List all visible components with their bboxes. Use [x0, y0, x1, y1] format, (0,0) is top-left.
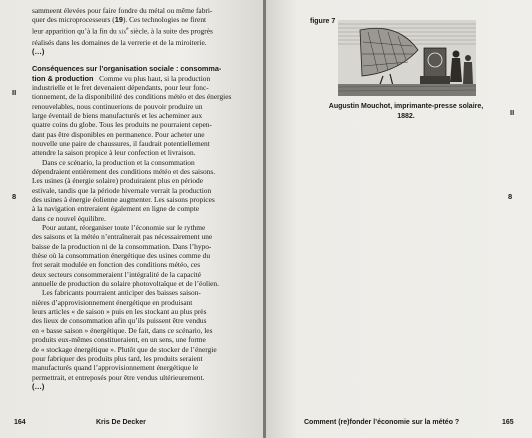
text-line: produits eux-mêmes constitueraient, en un sens, une forme	[32, 335, 206, 345]
text-line: (…)	[32, 381, 45, 391]
intro-line-1: sammeent élevées pour faire fondre du métal ou même fabri-	[32, 6, 213, 15]
margin-mark-right-2: 8	[508, 192, 513, 201]
paragraph-2	[32, 158, 236, 223]
text-line: dans ce nouvel équilibre.	[32, 213, 106, 223]
text-line: Dans ce scénario, la production et la consommation	[42, 157, 195, 167]
text-line: industrielle et le fret devenaient dépendants, pour leur fonc-	[32, 82, 209, 92]
text-line: thèse où la consommation énergétique des usines comme du	[32, 251, 211, 261]
text-line: attendre la saison propice à leur confection et livraison.	[32, 148, 196, 158]
text-line: des lieux de consommation afin qu’ils puissent être vendus	[32, 316, 207, 326]
ellipsis-marker: (…)	[32, 46, 45, 56]
text-line: estivale, tandis que la période hivernale verrait la production	[32, 185, 212, 195]
text-line: manufacturés quand l’approvisionnement énergétique le	[32, 363, 199, 373]
heading-continuation: tion & production Comme vu plus haut, si la production	[32, 73, 211, 83]
intro-line-3: leur apparition qu’à la fin du xix$^e$ siècle, à la suite des progrès	[32, 26, 213, 36]
left-folio: 164	[14, 419, 26, 426]
figure-label: figure 7	[310, 18, 336, 25]
right-running-head: Comment (re)fonder l’économie sur la météo ?	[304, 419, 460, 426]
text-line: tionnement, de la disponibilité des conditions météo et des énergies	[32, 92, 232, 102]
text-line: des saisons et la météo n’entraînerait pas nécessairement une	[32, 232, 213, 242]
text-line: Les usines (à énergie solaire) produiraient plus en période	[32, 176, 204, 186]
solar-printing-press-engraving	[338, 20, 476, 96]
right-folio: 165	[502, 419, 514, 426]
margin-mark-right-1: II	[510, 108, 515, 117]
paragraph-4	[32, 288, 236, 391]
text-line: annuelle de production du solaire photovoltaïque et de l’éolien.	[32, 279, 219, 289]
text-line: à la navigation entreraient également en ligne de compte	[32, 204, 200, 214]
text-line: pour fabriquer des produits plus tard, les produits seraient	[32, 353, 203, 363]
left-running-head: Kris De Decker	[96, 419, 146, 426]
paragraph-1	[32, 83, 236, 158]
margin-mark-left-2: 8	[12, 192, 17, 201]
text-line: baisse de la production ni de la consommation. Dans l’hypo-	[32, 241, 212, 251]
text-line: deux secteurs consommeraient l’intégralité de la capacité	[32, 269, 202, 279]
caption-line-2: 1882.	[397, 113, 415, 120]
text-line: Les fabricants pourraient anticiper des baisses saison-	[42, 288, 201, 298]
text-line: permettrait, et entreposés pour être vendus ultérieurement.	[32, 372, 205, 382]
text-line: dépendraient entièrement des conditions météo et des saisons.	[32, 166, 216, 176]
text-line: leurs articles « de saison » puis en les stockant au plus près	[32, 307, 207, 317]
intro-line-4: réalisés dans les domaines de la verrerie et de la miroiterie.	[32, 37, 207, 47]
text-line: dant pas être disponibles en permanence. Pour acheter une	[32, 129, 205, 139]
section-heading: Conséquences sur l’organisation sociale : consomma-	[32, 64, 222, 74]
text-line: de « stockage énergétique ». Plutôt que de stocker de l’énergie	[32, 344, 217, 354]
text-line: renouvelables, nous continuerions de pouvoir produire un	[32, 101, 203, 111]
text-line: en « basse saison » énergétique. De fait, dans ce scénario, les	[32, 325, 213, 335]
text-line: fret serait modulée en fonction des conditions météo, ces	[32, 260, 201, 270]
text-line: des usines à énergie éolienne augmenter. Les saisons propices	[32, 195, 215, 204]
left-page	[0, 0, 263, 438]
text-line: nouvelle une paire de chaussures, il faudrait potentiellement	[32, 138, 210, 148]
intro-line-2: quer des microprocesseurs (19). Ces technologies ne firent	[32, 15, 207, 25]
paragraph-3	[32, 223, 236, 288]
left-body-text	[32, 6, 236, 391]
text-line: large éventail de biens manufacturés et les acheminer aux	[32, 110, 203, 120]
note-ref-19[interactable]: 19	[114, 15, 123, 25]
text-line: Pour autant, réorganiser toute l’économie sur le rythme	[42, 223, 206, 233]
margin-mark-left-1: II	[12, 88, 17, 97]
text-line: quatre coins du globe. Tous les produits ne pourraient cepen-	[32, 120, 212, 130]
caption-line-1: Augustin Mouchot, imprimante-presse solaire,	[328, 103, 484, 110]
text-line: nières d’approvisionnement énergétique en produisant	[32, 297, 193, 307]
